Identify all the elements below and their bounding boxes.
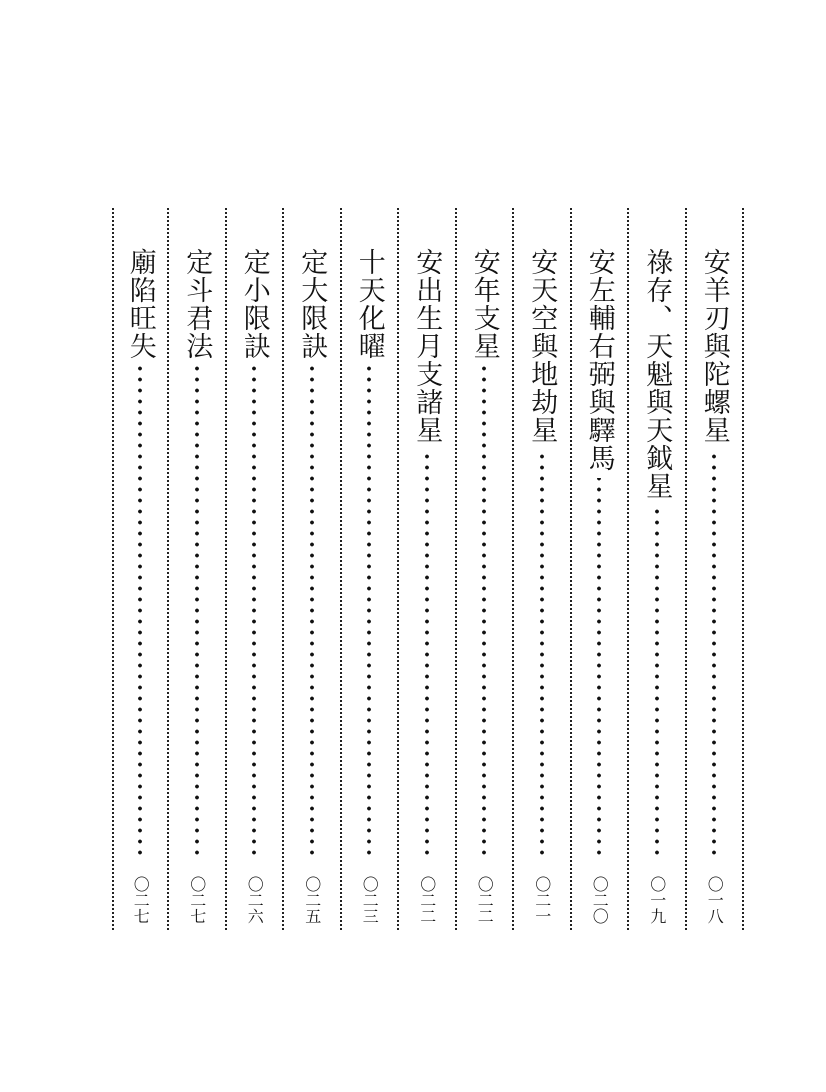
- toc-entry-page: 〇二二: [417, 876, 437, 924]
- toc-entry-title: 定斗君法: [181, 248, 213, 360]
- toc-entry-page: 〇二三: [360, 876, 380, 924]
- leader-dots: [540, 450, 544, 858]
- toc-entry-page: 〇二一: [532, 876, 552, 924]
- toc-entry-page: 〇一八: [705, 876, 725, 924]
- leader-dots: [310, 366, 314, 858]
- toc-entry-page: 〇二五: [302, 876, 322, 924]
- toc-entry: [399, 208, 457, 930]
- toc-entry: [687, 208, 745, 930]
- toc-entry-page: 〇一九: [647, 876, 667, 924]
- toc-entry: [112, 208, 170, 930]
- toc-entry: [342, 208, 400, 930]
- toc-entry-title: 安年支星: [468, 248, 500, 360]
- toc-entry-title: 定大限訣: [296, 248, 328, 360]
- leader-dots: [712, 450, 716, 858]
- leader-dots: [195, 366, 199, 858]
- toc-entry-page: 〇二二: [475, 876, 495, 924]
- toc-entry: [457, 208, 515, 930]
- toc-entry-title: 定小限訣: [238, 248, 270, 360]
- toc-entry-title: 祿存、天魁與天鉞星: [641, 248, 673, 500]
- leader-dots: [138, 366, 142, 858]
- toc-entry-title: 廟陷旺失: [124, 248, 156, 360]
- leader-dots: [252, 366, 256, 858]
- toc-entry: [227, 208, 285, 930]
- toc-entry: [284, 208, 342, 930]
- toc-entry-title: 安羊刃與陀螺星: [698, 248, 730, 444]
- toc-entry: [572, 208, 630, 930]
- leader-dots: [367, 366, 371, 858]
- toc-entry-title: 十天化曜: [353, 248, 385, 360]
- toc-entry: [169, 208, 227, 930]
- toc-entry-page: 〇二六: [245, 876, 265, 924]
- toc-entry-title: 安天空與地劫星: [526, 248, 558, 444]
- leader-dots: [655, 506, 659, 858]
- toc-entry-title: 安左輔右弼與驛馬: [583, 248, 615, 472]
- leader-dots: [597, 478, 601, 858]
- toc-entry-title: 安出生月支諸星: [411, 248, 443, 444]
- toc-entry-page: 〇二七: [131, 876, 151, 924]
- toc-entry: [514, 208, 572, 930]
- toc-entry-page: 〇二〇: [590, 876, 610, 924]
- table-of-contents: [111, 208, 744, 930]
- toc-entry-page: 〇二七: [187, 876, 207, 924]
- leader-dots: [482, 366, 486, 858]
- leader-dots: [425, 450, 429, 858]
- toc-entry: [629, 208, 687, 930]
